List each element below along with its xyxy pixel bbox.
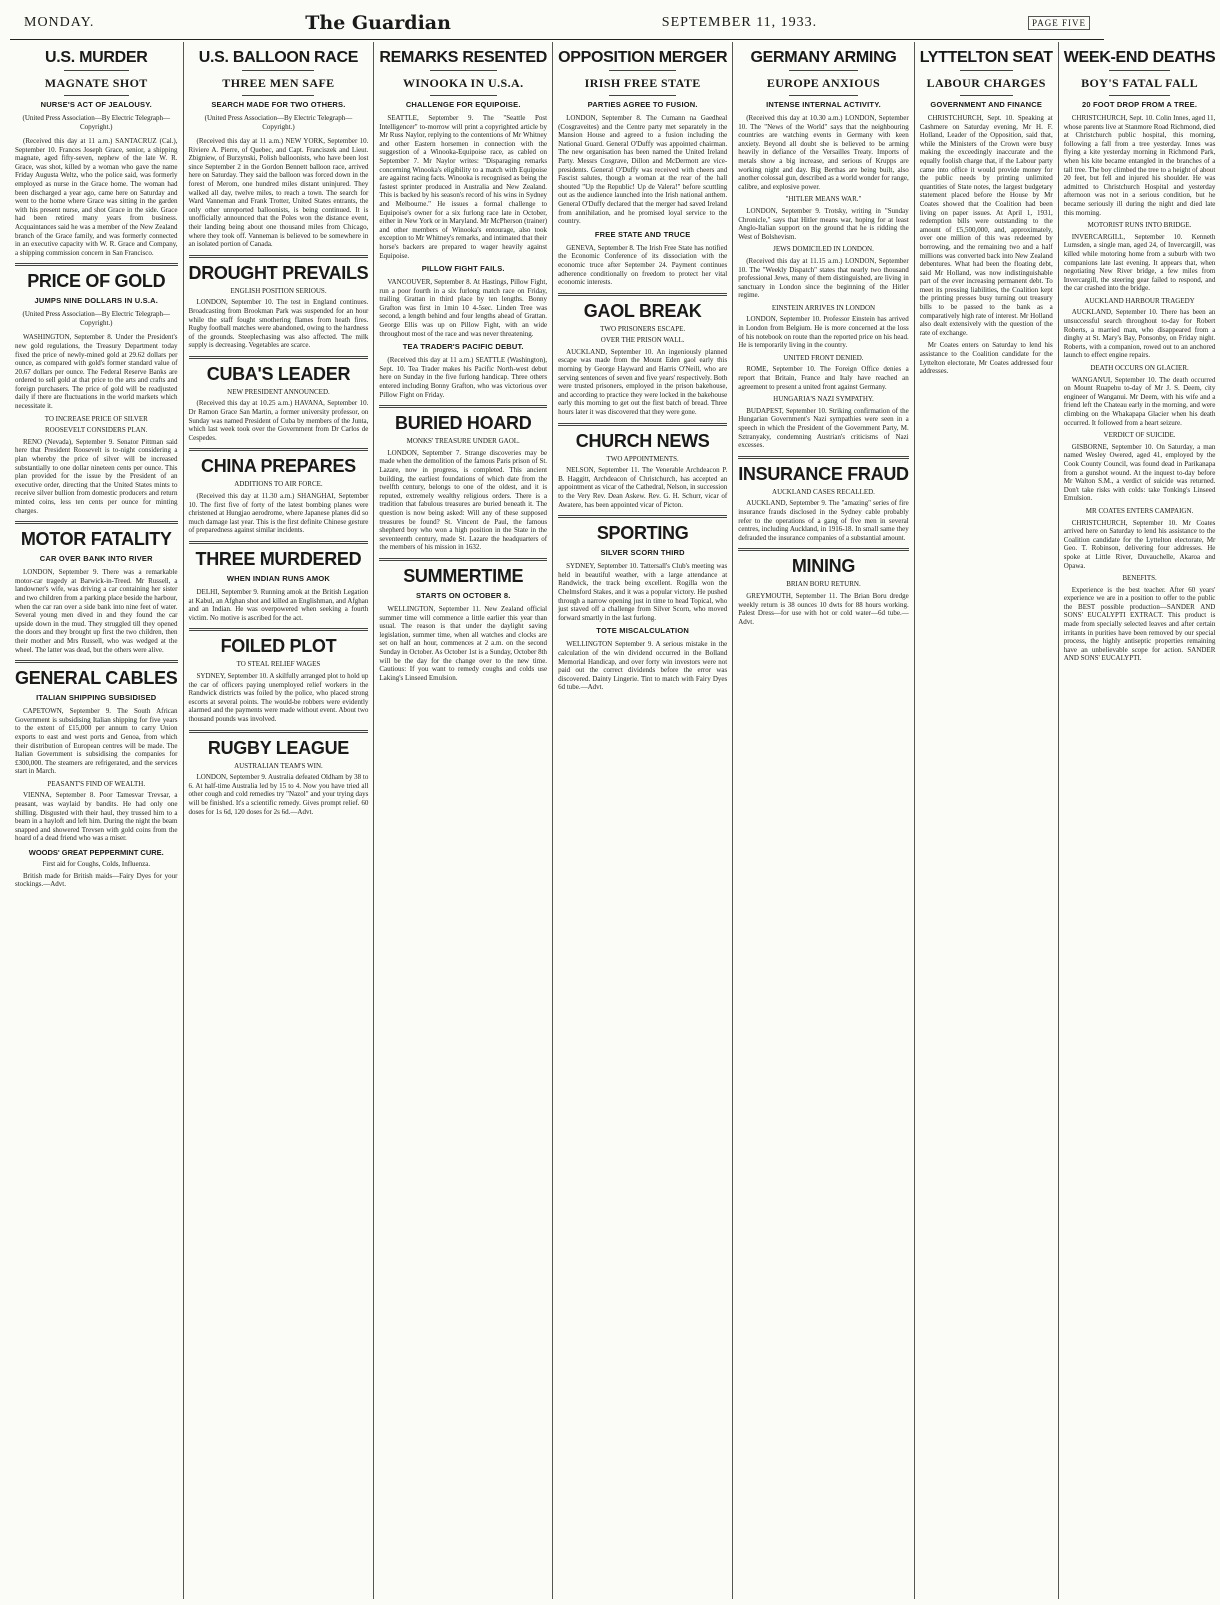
section-heading: MR COATES ENTERS CAMPAIGN. xyxy=(1085,506,1194,515)
headline: DROUGHT PREVAILS xyxy=(188,262,369,283)
article-text: VIENNA, September 8. Poor Tamesvar Trevsar, a peasant, was waylaid by bandits. He had only one shilling. Disgusted with their haul, they trussed him to a beam in a hayloft and left him. During the night the beam snapped and showered Trevsen with gold coins from the hoard of a dead friend who was a miser. xyxy=(15,791,178,843)
masthead xyxy=(10,6,1104,40)
section-heading: TWO PRISONERS ESCAPE. xyxy=(600,324,686,333)
article-text: CHRISTCHURCH, Sept. 10. Speaking at Cashmere on Saturday evening, Mr H. F. Holland, Leader of the Opposition, said that, while the Ministers of the Crown were busy making the exceedingly inaccurate and the equally foolish charge that, if the Labour party came into office it would provide money for the public needs by printing unlimited quantities of State notes, the largest budgetary statement placed before the House by Mr Coates showed that the Coalition had been living on paper issues. At April 1, 1931, redemption bills were outstanding to the amount of £5,500,000, and, approximately, over one million of this was redeemed by borrowing, and the remaining two and a half millions was converted back into New Zealand debentures. What had been the floating debt, said Mr Holland, was now indistinguishable part of the ever increasing permanent debt. To meet its pressing liabilities, the Coalition kept the printing presses busy turning out treasury bills to be passed to the bank as a comparatively high rate of interest. Mr Holland also dealt extensively with the question of the rate of exchange. xyxy=(919,114,1053,337)
divider xyxy=(64,95,129,96)
column-2 xyxy=(184,42,375,1599)
article-text: (Received this day at 10.25 a.m.) HAVANA, September 10. Dr Ramon Grace San Martin, a former university professor, on Sunday was named President of Cuba by members of the Junta, which last week took over the Government from Dr Carlos de Cespedes. xyxy=(188,399,369,442)
article-text: GREYMOUTH, September 11. The Brian Boru dredge weekly return is 38 ounces 10 dwts for 88 hours working. Palest Dress—for use with hot or cold water—6d tube.—Advt. xyxy=(738,591,909,626)
article-text: AUCKLAND, September 10. An ingeniously planned escape was made from the Mount Eden gaol early this morning by George Hayward and Harris O'Neill, who are serving sentences of seven and five years' respectively. Both were trusted prisoners, employed in the prison bakehouse, and according to practice they were locked in the bakehouse early this morning to get out the first batch of bread. Three hours later it was discovered that they were gone. xyxy=(558,347,728,417)
headline: WEEK-END DEATHS xyxy=(1063,49,1216,66)
divider xyxy=(15,521,178,524)
column-7 xyxy=(1059,42,1220,1599)
section-heading: JEWS DOMICILED IN LONDON. xyxy=(773,245,874,254)
advertisement-tagline: First aid for Coughs, Colds, Influenza. xyxy=(42,860,151,869)
section-heading: NEW PRESIDENT ANNOUNCED. xyxy=(227,387,330,396)
section-heading: AUSTRALIAN TEAM'S WIN. xyxy=(234,761,323,770)
article-text: CHRISTCHURCH, Sept. 10. Colin Innes, aged 11, whose parents live at Stanmore Road Richmond, died at Christchurch public hospital, this morning, following a fall from a tree yesterday. Innes was flying a kite yesterday morning in Richmond Park, when his kite became entangled in the branches of a tall tree. The boy climbed the tree to a height of about 20 feet, but fell and injured his shoulder. He was admitted to Christchurch Hospital and yesterday afternoon was not in a serious condition, but he became seriously ill during the night and died late this morning. xyxy=(1063,114,1216,217)
masthead-paper-name: The Guardian xyxy=(305,11,451,34)
section-heading: EINSTEIN ARRIVES IN LONDON xyxy=(771,303,876,312)
article-text: LONDON, September 8. The Cumann na Gaedheal (Cosgraveites) and the Centre party met separately in the Mansion House and agreed to a fusion including the National Guard. General O'Duffy was appointed chairman. The new organisation has been named the United Ireland Party. Messrs Cosgrave, Dillon and McDermott are vice-presidents. General O'Duffy was received with cheers and Fascist salutes, though a woman at the rear of the hall shouted "Up the Republic! Up de Valera!" before scuttling out as the audience launched into the Irish national anthem. General O'Duffy declared that the merger had saved Ireland from annihilation, and he promised loyal service to the country. xyxy=(558,114,728,226)
section-heading: "HITLER MEANS WAR." xyxy=(785,195,862,204)
divider xyxy=(189,541,369,544)
subheadline-small: SILVER SCORN THIRD xyxy=(600,548,685,558)
article-text: (Received this day at 11 a.m.) SEATTLE (Washington), Sept. 10. Tea Trader makes his Pacific North-west debut here on Sunday in the five furlong handicap. Three others entered including Bonny Grafton, who was victorious over Pillow Fight on Friday. xyxy=(379,356,548,399)
divider xyxy=(558,515,727,518)
article-text: AUCKLAND, September 9. The "amazing" series of fire insurance frauds disclosed in the Sydney cable probably refer to the operations of a gang of five men in several centres, including Auckland, in 1916-18. In small same they defrauded the insurance companies of a substantial amount. xyxy=(738,499,909,542)
divider xyxy=(558,423,727,426)
article-text: INVERCARGILL, September 10. Kenneth Lumsden, a single man, aged 24, of Invercargill, was killed while motoring home from a suburb with two companions late last evening. It appears that, when negotiating New River bridge, a few miles from Invercargill, the steering gear failed to respond, and the car crashed into the bridge. xyxy=(1063,232,1216,293)
newspaper-columns xyxy=(10,42,1216,1599)
headline: GENERAL CABLES xyxy=(15,668,178,689)
masthead-day: MONDAY. xyxy=(24,14,95,30)
article-text: DELHI, September 9. Running amok at the British Legation at Kabul, an Afghan shot and killed an Englishman, and Afghan and an Indian. He was overpowered when seeking a fourth victim. No motive is ascribed for the act. xyxy=(188,588,369,622)
section-heading: DEATH OCCURS ON GLACIER. xyxy=(1090,364,1189,373)
article-text: VANCOUVER, September 8. At Hastings, Pillow Fight, run a poor fourth in a six furlong match race on Friday, trailing Grattan in third place by ten lengths. Bonny Grafton was first in 1min 10 4-5sec. Linden Tree was second, a length behind and four lengths ahead of Grattan. George Ellis was up on Pillow Fight, with an wide throughout most of the race and was never threatening. xyxy=(379,278,548,338)
subheadline-small: JUMPS NINE DOLLARS IN U.S.A. xyxy=(34,296,159,306)
article-text: ROME, September 10. The Foreign Office denies a report that Britain, France and Italy have reached an agreement to present a united front against Germany. xyxy=(738,365,909,391)
section-heading: TO STEAL RELIEF WAGES xyxy=(236,660,321,669)
subheadline-small: PILLOW FIGHT FAILS. xyxy=(421,264,505,274)
divider xyxy=(609,95,677,96)
column-4 xyxy=(553,42,733,1599)
divider xyxy=(789,70,857,71)
divider xyxy=(15,263,178,266)
article-text: NELSON, September 11. The Venerable Archdeacon P. B. Haggitt, Archdeacon of Christchurch, has accepted an appointment as vicar of the Cathedral, Nelson, in succession to the Very Rev. Dean Askew. Rev. G. H. Schurr, vicar of Awatere, has been appointed vicar of Picton. xyxy=(558,466,728,509)
section-heading: AUCKLAND HARBOUR TRAGEDY xyxy=(1084,296,1195,305)
divider xyxy=(1109,70,1170,71)
divider xyxy=(242,70,314,71)
headline: U.S. BALLOON RACE xyxy=(198,49,359,66)
section-heading: AUCKLAND CASES RECALLED. xyxy=(772,487,875,496)
headline: MOTOR FATALITY xyxy=(20,529,172,550)
divider xyxy=(960,95,1013,96)
section-heading: TO INCREASE PRICE OF SILVER xyxy=(44,414,148,423)
section-heading: OVER THE PRISON WALL. xyxy=(600,336,685,345)
headline: MINING xyxy=(791,556,856,577)
divider xyxy=(738,548,909,551)
section-heading: PEASANT'S FIND OF WEALTH. xyxy=(47,779,146,788)
headline: CHURCH NEWS xyxy=(575,430,710,451)
subheadline: BOY'S FATAL FALL xyxy=(1081,76,1198,90)
article-text: AUCKLAND, September 10. There has been an unsuccessful search throughout to-day for Robert Roberts, a married man, who disappeared from a dinghy at St. Mary's Bay, Ponsonby, on Friday night. Roberts, with a companion, rowed out to an anchored launch to effect engine repairs. xyxy=(1063,308,1216,360)
column-5 xyxy=(733,42,915,1599)
subheadline-small: INTENSE INTERNAL ACTIVITY. xyxy=(766,100,881,109)
divider xyxy=(379,558,547,561)
wire-credit: (United Press Association—By Electric Telegraph—Copyright.) xyxy=(204,114,353,131)
subheadline: THREE MEN SAFE xyxy=(222,76,335,90)
headline: SPORTING xyxy=(596,523,689,544)
subheadline: IRISH FREE STATE xyxy=(584,76,701,90)
divider xyxy=(558,293,727,296)
article-text: RENO (Nevada), September 9. Senator Pittman said here that President Roosevelt is to-night considering a plan whereby the price of silver will be increased substantially to one dollar nineteen cents per ounce. This plan provided for the issue by the President of an executive order, directing that the United States mints to receive silver bullion from domestic producers and return minted coins, less ten cents per ounce for minting charges. xyxy=(15,437,178,515)
divider xyxy=(189,356,369,359)
column-6 xyxy=(915,42,1059,1599)
article-text: (Received this day at 11 a.m.) SANTACRUZ (Cal.), September 10. Frances Joseph Grace, senior, a shipping magnate, aged fifty-seven, nephew of the late W. R. Grace, was shot, killed by a woman who gave the name Friday Augusta Weltz, who the police said, was formerly employed as nurse in the Grace home. The woman had been discharged a year ago, came here on Saturday and went to the home where Grace was sitting in the garden with his present nurse, and shot Grace in the side. Grace had been retired many years from business. Acquaintances said he was a member of the New Zealand branch of the Grace family, and was formerly connected in an executive capacity with W. R. Grace and Company, a shipping commission concern in San Francisco. xyxy=(15,137,178,257)
subheadline-small: PARTIES AGREE TO FUSION. xyxy=(587,100,698,109)
divider xyxy=(430,95,497,96)
divider xyxy=(960,70,1013,71)
masthead-date: SEPTEMBER 11, 1933. xyxy=(661,14,818,30)
subheadline-small: GOVERNMENT AND FINANCE xyxy=(930,100,1043,109)
divider xyxy=(189,628,369,631)
article-text: LONDON, September 9. There was a remarkable motor-car tragedy at Barwick-in-Treed. Mr Russell, a landowner's wife, was driving a car containing her sister and two children from a parking place beside the harbour, when the car ran over a side bank into nine feet of water. Several young men dived in and they found the car upside down in the mud. They struggled till they opened the doors and they brought up first the two children, then their mother and Mrs Russell, who was wedged at the wheel. The latter was dead, but the others were alive. xyxy=(15,568,178,654)
article-text: GISBORNE, September 10. On Saturday, a man named Wesley Owered, aged 41, employed by the Cook County Council, was found dead in Parikanapa from a gunshot wound. At the inquest to-day before Mr Walton S.M., a verdict of suicide was returned. Don't take risks with colds: take Tonking's Linseed Emulsion. xyxy=(1063,442,1216,503)
article-text: LONDON, September 9. Trotsky, writing in "Sunday Chronicle," says that Hitler means war, hoping for at least Anglo-Italian support on the ground that he is ridding the West of Bolshevism. xyxy=(738,206,909,241)
article-text: WELLINGTON September 9. A serious mistake in the calculation of the win dividend occurred in the Bolland Memorial Handicap, and over forty win investors were not paid out the correct dividends before the error was discovered. Dainty Lingerie. Tint to match with Fairy Dyes 6d tube.—Advt. xyxy=(558,640,728,692)
subheadline-small: WHEN INDIAN RUNS AMOK xyxy=(226,574,330,583)
article-text: CHRISTCHURCH, September 10. Mr Coates arrived here on Saturday to lend his assistance to the Coalition candidate for the Lyttelton electorate, Mr Geo. T. Robinson, delivering four addresses. He spoke at Little River, Duvauchelle, Akaroa and Opawa. xyxy=(1063,518,1216,570)
headline: THREE MURDERED xyxy=(195,549,362,569)
section-heading: TWO APPOINTMENTS. xyxy=(606,454,679,463)
advertisement-heading: WOODS' GREAT PEPPERMINT CURE. xyxy=(28,848,164,858)
subheadline: EUROPE ANXIOUS xyxy=(766,76,881,90)
article-text: SEATTLE, September 9. The "Seattle Post Intelligencer" to-morrow will print a copyrighted article by Mr Russ Naylor, replying to the contentions of Mr Whitney and other Eastern horsemen in connection with the suggestion of a Winooka-Equipoise race, as cabled on September 7. Mr Naylor writes: "Disparaging remarks concerning Winooka's eligibility to a match with Equipoise are against racing facts. Winooka is recognised as being the fastest sprinter produced in Australia and New Zealand. This is backed by his season's record of his wins in Sydney and Melbourne." He issues a formal challenge to Equipoise's owner for a six furlong race late in October, either in New York or in Maryland. Mr McPherson (trainer) and other members of Winooka's entourage, also took exception to Mr Whitney's remarks, and intimated that their horse's backers are prepared to wager heavily against Equipoise. xyxy=(379,114,548,260)
article-text: CAPETOWN, September 9. The South African Government is subsidising Italian shipping for five years to the extent of £15,000 per annum to carry Union exports to east and west ports and Genoa, from which their distribution of European centres will be made. The Italian Government is subsidising the companies for £300,000. The steamers are refrigerated, and the services start in March. xyxy=(15,707,178,776)
subheadline-small: ITALIAN SHIPPING SUBSIDISED xyxy=(36,693,157,703)
article-text: (Received this day at 10.30 a.m.) LONDON, September 10. The "News of the World" says that the neighbouring countries are watching events in Germany with keen anxiety. Beyond all doubt she is believed to be arming heavily in defiance of the Versailles Treaty. Imports of metals show a big increase, and serious of Krupps are working night and day. Big Berthas are being built, also another colossal gun, described as a world wonder for range, calibre, and explosive power. xyxy=(738,114,909,191)
subheadline: LABOUR CHARGES xyxy=(926,76,1046,90)
subheadline: WINOOKA IN U.S.A. xyxy=(402,76,524,90)
headline: U.S. MURDER xyxy=(45,49,148,66)
masthead-page-number: PAGE FIVE xyxy=(1028,16,1090,30)
subheadline: MAGNATE SHOT xyxy=(44,76,148,90)
divider xyxy=(242,95,314,96)
headline: CUBA'S LEADER xyxy=(206,363,351,384)
article-text: Mr Coates enters on Saturday to lend his assistance to the Coalition candidate for the Lyttelton electorate, Mr Coates addressed four addresses. xyxy=(919,341,1053,376)
section-heading: ENGLISH POSITION SERIOUS. xyxy=(230,286,327,295)
article-text: GENEVA, September 8. The Irish Free State has notified the Economic Conference of its dissociation with the economic truce after September 24. Payment continues adherence conditionally on freedom to protect her vital economic interests. xyxy=(558,243,728,287)
divider xyxy=(1109,95,1170,96)
divider xyxy=(189,730,369,733)
section-heading: UNITED FRONT DENIED. xyxy=(783,353,864,362)
headline: GAOL BREAK xyxy=(583,300,702,321)
advertisement-text: British made for British maids—Fairy Dyes for your stockings.—Advt. xyxy=(15,871,178,889)
subheadline-small: FREE STATE AND TRUCE xyxy=(594,229,691,239)
section-heading: BENEFITS. xyxy=(1122,574,1157,583)
divider xyxy=(789,95,857,96)
headline: REMARKS RESENTED xyxy=(379,49,548,66)
subheadline-small: CHALLENGE FOR EQUIPOISE. xyxy=(405,100,521,109)
headline: PRICE OF GOLD xyxy=(27,271,166,292)
article-text: SYDNEY, September 10. A skilfully arranged plot to hold up the car of officers paying unemployed relief workers in the Randwick districts was foiled by the police, who placed strong escorts at several points. The would-be robbers were evidently alarmed and the payments were made without event. About two thousand pounds was involved. xyxy=(188,671,369,723)
headline: BURIED HOARD xyxy=(395,413,532,434)
section-heading: VERDICT OF SUICIDE. xyxy=(1103,431,1176,440)
column-3 xyxy=(374,42,553,1599)
subheadline-small: NURSE'S ACT OF JEALOUSY. xyxy=(40,100,152,109)
subheadline-small: TEA TRADER'S PACIFIC DEBUT. xyxy=(402,342,524,352)
article-text: LONDON, September 7. Strange discoveries may be made when the demolition of the famous Paris prison of St. Lazare, now in progress, is completed. This ancient building, the earliest foundations of which date from the twelfth century, belongs to one of the oldest, and it is reputed, extremely wealthy religious orders. There is a tradition that fabulous treasures are buried beneath it. The question is now being asked: Will any of these supposed treasures be found? St. Vincent de Paul, the famous shepherd boy who won a high position in the State in the seventeenth century, made St. Lazare the headquarters of the members of his mission in 1632. xyxy=(379,448,548,552)
column-1 xyxy=(10,42,184,1599)
headline: LYTTELTON SEAT xyxy=(919,49,1053,66)
subheadline-small: TOTE MISCALCULATION xyxy=(596,626,689,636)
section-heading: MOTORIST RUNS INTO BRIDGE. xyxy=(1087,221,1192,230)
section-heading: BRIAN BORU RETURN. xyxy=(786,580,861,589)
section-heading: ROOSEVELT CONSIDERS PLAN. xyxy=(45,426,148,435)
article-text: Experience is the best teacher. After 60 years' experience we are in a position to offer to the public the BEST possible production—SANDER AND SONS' EUCALYPTI EXTRACT. This product is made from specially selected leaves and after certain irritants in purities have been removed by our special process, the highly antiseptic properties remaining have an unbelievable scope for action. SANDER AND SONS' EUCALYPTI. xyxy=(1063,585,1216,663)
divider xyxy=(430,70,497,71)
headline: FOILED PLOT xyxy=(220,636,337,657)
article-text: SYDNEY, September 10. Tattersall's Club's meeting was held in beautiful weather, with a large attendance at Randwick, the track being excellent. Rogilla won the Chelmsford Stakes, and it was a popular victory. He pushed through a narrow opening just in time to head Topical, who just staved off a challenge from Silver Scorn, who moved forward smartly in the last furlong. xyxy=(558,562,728,622)
subheadline-small: STARTS ON OCTOBER 8. xyxy=(415,590,511,600)
divider xyxy=(15,660,178,663)
wire-credit: (United Press Association—By Electric Telegraph—Copyright.) xyxy=(22,310,171,328)
article-text: (Received this day at 11.30 a.m.) SHANGHAI, September 10. The first five of forty of the latest bombing planes were christened at Hungjao aerodrome, where Japanese planes did so much damage last year. This is the first definite Chinese gesture of preparedness against similar incidents. xyxy=(188,492,369,535)
divider xyxy=(379,405,547,408)
article-text: LONDON, September 9. Australia defeated Oldham by 38 to 6. At half-time Australia led by 15 to 4. Now you have tried all other cough and cold remedies try "Nazol" and your trying days will be finished. It's a scientific remedy. Gives prompt relief. 60 doses for 1s 6d, 120 doses for 2s 6d.—Advt. xyxy=(188,773,369,816)
headline: SUMMERTIME xyxy=(403,565,524,586)
headline: RUGBY LEAGUE xyxy=(207,737,349,758)
headline: INSURANCE FRAUD xyxy=(738,463,909,484)
article-text: (Received this day at 11.15 a.m.) LONDON, September 10. The "Weekly Dispatch" states that nearly two thousand professional Jews, many of them distinguished, are living in sanctuary in London since the beginning of the Hitler regime. xyxy=(738,256,909,300)
divider xyxy=(64,70,129,71)
divider xyxy=(738,456,909,459)
section-heading: MONKS' TREASURE UNDER GAOL. xyxy=(406,437,520,446)
article-text: LONDON, September 10. Professor Einstein has arrived in London from Belgium. He is more concerned at the loss of his notebook on route than the reported price on his head. He is temporarily living in the country. xyxy=(738,315,909,350)
article-text: LONDON, September 10. The test in England continues. Broadcasting from Brookman Park was suspended for an hour while the staff fought smothering flames from heath fires. Rugby football matches were abandoned, owing to the hardness of the grounds. Steeplechasing was also affected. The milk supply is decreasing. Vegetables are scarce. xyxy=(188,298,369,350)
subheadline-small: SEARCH MADE FOR TWO OTHERS. xyxy=(211,100,346,109)
subheadline-small: 20 FOOT DROP FROM A TREE. xyxy=(1081,100,1198,109)
section-heading: HUNGARIA'S NAZI SYMPATHY. xyxy=(773,395,874,404)
section-heading: ADDITIONS TO AIR FORCE. xyxy=(234,480,323,489)
article-text: WELLINGTON, September 11. New Zealand official summer time will commence a little earlier this year than usual. The reason is that under the daylight saving legislation, summer time, when all watches and clocks are set on half an hour, commences at 2 a.m. on the second Sunday in October. As October 1st is a Sunday, October 8th will be the day for the change over to the new time. Cautious: If you want to remedy coughs and colds use Laking's Linseed Emulsion. xyxy=(379,604,548,682)
article-text: WANGANUI, September 10. The death occurred on Mount Ruapehu to-day of Mr J. S. Deem, city engineer of Wanganui. Mr Deem, with his wife and a friend left the Chateau early in the morning, and were climbing on the Whakapapa Glacier when his death occurred. It followed from a heart seizure. xyxy=(1063,375,1216,427)
headline: CHINA PREPARES xyxy=(201,456,356,477)
divider xyxy=(609,70,677,71)
wire-credit: (United Press Association—By Electric Telegraph—Copyright.) xyxy=(22,114,171,131)
article-text: WASHINGTON, September 8. Under the President's new gold regulations, the Treasury Department today fixed the price of newly-mined gold at 29.62 dollars per ounce, as compared with gold's former standard value of 20.67 dollars per ounce. The Federal Reserve Banks are ordered to sell gold at that price to the arts and crafts and foreign purchasers. The price of gold will be readjusted daily if there are fluctuations in the world markets which necessitate it. xyxy=(15,333,178,411)
subheadline-small: CAR OVER BANK INTO RIVER xyxy=(39,554,153,564)
article-text: (Received this day at 11 a.m.) NEW YORK, September 10. Riviere A. Pierre, of Quebec, and Capt. Franciszek and Lieut. Zbigniew, of Burzynski, Polish balloonists, who have been lost since September 2 in the Gordon Bennett balloon race, arrived here on Saturday. They said the balloon was forced down in the forest of Merom, one hundred miles distant uninjured. They walked all day, twelve miles, to reach a town. The search for Ward Vanneman and Frank Trotter, United States entrants, the only other unreported balloonists, is being continued. It is unofficially announced that the Poles won the distance event, their landing being about one thousand miles from Chicago, where they took off. Vanneman is believed to be somewhere in an isolated portion of Canada. xyxy=(188,137,369,249)
divider xyxy=(189,255,369,258)
article-text: BUDAPEST, September 10. Striking confirmation of the Hungarian Government's Nazi sympathies were seen in a speech in which the President of the Government Party, M. Sztranyaky, condemning Austrian's criticisms of Nazi excesses. xyxy=(738,406,909,450)
headline: OPPOSITION MERGER xyxy=(558,49,728,66)
headline: GERMANY ARMING xyxy=(750,49,897,66)
divider xyxy=(189,448,369,451)
